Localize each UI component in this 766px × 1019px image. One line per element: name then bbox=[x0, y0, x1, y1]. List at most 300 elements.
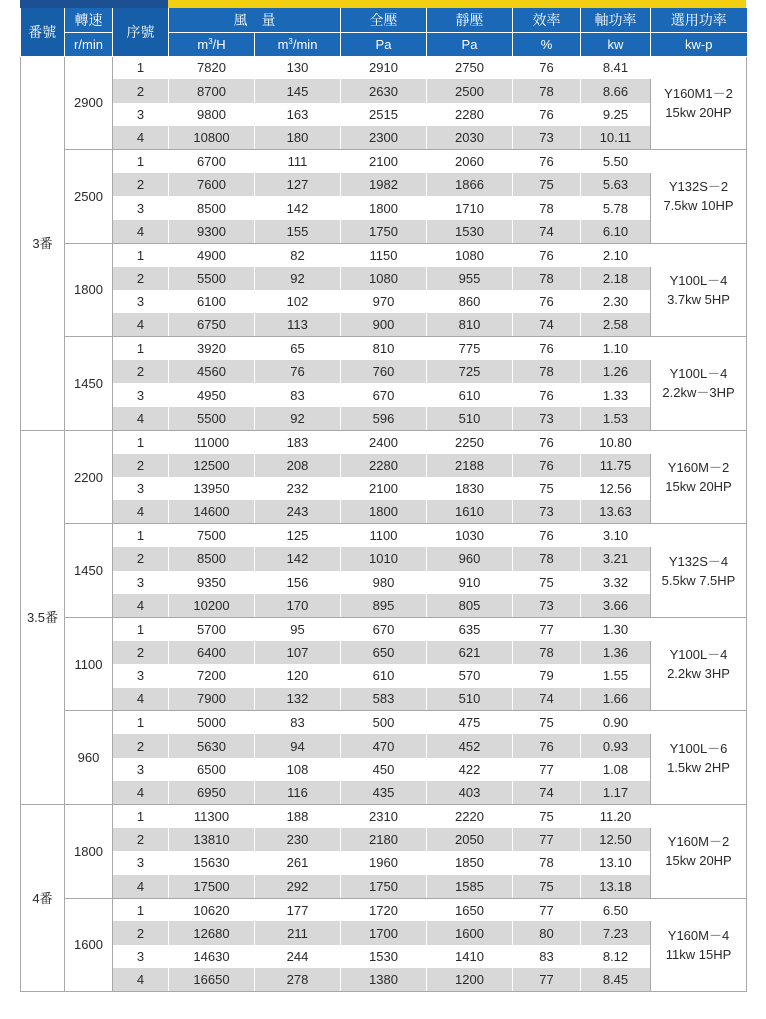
motor-power: 2.2kw－3HP bbox=[662, 385, 735, 401]
airflow-m3min-cell: 111 bbox=[255, 150, 341, 173]
airflow-m3min-cell: 92 bbox=[255, 407, 341, 430]
motor-model: Y132S－4 bbox=[668, 553, 729, 569]
airflow-m3h-cell: 5630 bbox=[169, 734, 255, 757]
efficiency-cell: 75 bbox=[513, 571, 581, 594]
total-pressure-cell: 1080 bbox=[341, 267, 427, 290]
total-pressure-cell: 2910 bbox=[341, 56, 427, 79]
fan-number-cell: 3番 bbox=[21, 56, 65, 430]
motor-cell bbox=[651, 337, 747, 431]
total-pressure-cell: 2100 bbox=[341, 150, 427, 173]
total-pressure-cell: 2300 bbox=[341, 126, 427, 149]
airflow-m3h-cell: 4560 bbox=[169, 360, 255, 383]
motor-cell bbox=[651, 243, 747, 337]
airflow-m3h-cell: 7600 bbox=[169, 173, 255, 196]
shaft-power-cell: 5.50 bbox=[581, 150, 651, 173]
efficiency-cell: 73 bbox=[513, 500, 581, 523]
airflow-m3min-cell: 125 bbox=[255, 524, 341, 547]
fan-number-cell: 4番 bbox=[21, 805, 65, 992]
static-pressure-cell: 2188 bbox=[427, 454, 513, 477]
airflow-m3h-cell: 5000 bbox=[169, 711, 255, 734]
airflow-m3min-cell: 108 bbox=[255, 758, 341, 781]
shaft-power-cell: 8.41 bbox=[581, 56, 651, 79]
shaft-power-cell: 13.63 bbox=[581, 500, 651, 523]
table-row bbox=[21, 921, 747, 944]
seq-cell: 2 bbox=[113, 79, 169, 102]
seq-cell: 4 bbox=[113, 875, 169, 898]
motor-model: Y160M－4 bbox=[667, 927, 730, 943]
table-row bbox=[21, 781, 747, 804]
static-pressure-cell: 910 bbox=[427, 571, 513, 594]
static-pressure-cell: 1585 bbox=[427, 875, 513, 898]
seq-cell: 1 bbox=[113, 430, 169, 453]
seq-cell: 3 bbox=[113, 383, 169, 406]
total-pressure-cell: 470 bbox=[341, 734, 427, 757]
seq-cell: 3 bbox=[113, 945, 169, 968]
shaft-power-cell: 8.66 bbox=[581, 79, 651, 102]
airflow-m3h-cell: 12500 bbox=[169, 454, 255, 477]
motor-model: Y100L－4 bbox=[669, 272, 728, 288]
airflow-m3h-cell: 7820 bbox=[169, 56, 255, 79]
static-pressure-cell: 570 bbox=[427, 664, 513, 687]
efficiency-cell: 76 bbox=[513, 150, 581, 173]
table-row bbox=[21, 664, 747, 687]
airflow-m3h-cell: 9800 bbox=[169, 103, 255, 126]
speed-cell: 1100 bbox=[65, 617, 113, 711]
total-pressure-cell: 1700 bbox=[341, 921, 427, 944]
motor-cell bbox=[651, 524, 747, 618]
shaft-power-cell: 10.80 bbox=[581, 430, 651, 453]
total-pressure-cell: 670 bbox=[341, 383, 427, 406]
motor-model: Y160M－2 bbox=[667, 460, 730, 476]
efficiency-cell: 73 bbox=[513, 126, 581, 149]
seq-cell: 1 bbox=[113, 150, 169, 173]
header-motor: 選用功率 bbox=[651, 8, 747, 32]
shaft-power-cell: 5.78 bbox=[581, 196, 651, 219]
seq-cell: 4 bbox=[113, 594, 169, 617]
efficiency-cell: 75 bbox=[513, 875, 581, 898]
shaft-power-cell: 1.30 bbox=[581, 617, 651, 640]
seq-cell: 2 bbox=[113, 641, 169, 664]
efficiency-cell: 76 bbox=[513, 734, 581, 757]
shaft-power-cell: 3.21 bbox=[581, 547, 651, 570]
static-pressure-cell: 1610 bbox=[427, 500, 513, 523]
static-pressure-cell: 2060 bbox=[427, 150, 513, 173]
motor-power: 15kw 20HP bbox=[665, 479, 732, 495]
shaft-power-cell: 6.50 bbox=[581, 898, 651, 921]
airflow-m3min-cell: 292 bbox=[255, 875, 341, 898]
airflow-m3h-cell: 11300 bbox=[169, 805, 255, 828]
total-pressure-cell: 1100 bbox=[341, 524, 427, 547]
table-row bbox=[21, 617, 747, 640]
static-pressure-cell: 2750 bbox=[427, 56, 513, 79]
table-row bbox=[21, 524, 747, 547]
shaft-power-cell: 1.53 bbox=[581, 407, 651, 430]
seq-cell: 4 bbox=[113, 407, 169, 430]
table-row bbox=[21, 805, 747, 828]
header-row-1 bbox=[21, 8, 747, 32]
airflow-m3min-cell: 132 bbox=[255, 688, 341, 711]
airflow-m3h-cell: 6100 bbox=[169, 290, 255, 313]
airflow-m3min-cell: 232 bbox=[255, 477, 341, 500]
table-row bbox=[21, 688, 747, 711]
shaft-power-cell: 1.36 bbox=[581, 641, 651, 664]
total-pressure-cell: 1530 bbox=[341, 945, 427, 968]
shaft-power-cell: 11.75 bbox=[581, 454, 651, 477]
seq-cell: 1 bbox=[113, 337, 169, 360]
table-row bbox=[21, 641, 747, 664]
efficiency-cell: 76 bbox=[513, 337, 581, 360]
fan-spec-table bbox=[20, 8, 747, 992]
table-row bbox=[21, 430, 747, 453]
airflow-m3min-cell: 156 bbox=[255, 571, 341, 594]
airflow-m3min-cell: 243 bbox=[255, 500, 341, 523]
airflow-m3h-cell: 8700 bbox=[169, 79, 255, 102]
shaft-power-cell: 3.32 bbox=[581, 571, 651, 594]
static-pressure-cell: 805 bbox=[427, 594, 513, 617]
static-pressure-cell: 725 bbox=[427, 360, 513, 383]
seq-cell: 2 bbox=[113, 454, 169, 477]
header-seq: 序號 bbox=[113, 8, 169, 56]
airflow-m3h-cell: 4900 bbox=[169, 243, 255, 266]
table-row bbox=[21, 828, 747, 851]
table-row bbox=[21, 711, 747, 734]
total-pressure-cell: 650 bbox=[341, 641, 427, 664]
efficiency-cell: 76 bbox=[513, 430, 581, 453]
airflow-m3h-cell: 15630 bbox=[169, 851, 255, 874]
shaft-power-cell: 2.30 bbox=[581, 290, 651, 313]
airflow-m3h-cell: 8500 bbox=[169, 196, 255, 219]
total-pressure-cell: 970 bbox=[341, 290, 427, 313]
seq-cell: 3 bbox=[113, 103, 169, 126]
table-row bbox=[21, 150, 747, 173]
airflow-m3min-cell: 130 bbox=[255, 56, 341, 79]
total-pressure-cell: 1380 bbox=[341, 968, 427, 991]
speed-cell: 1600 bbox=[65, 898, 113, 992]
total-pressure-cell: 2310 bbox=[341, 805, 427, 828]
efficiency-cell: 76 bbox=[513, 243, 581, 266]
efficiency-cell: 76 bbox=[513, 454, 581, 477]
unit-m3h: $m^3/H$ bbox=[169, 32, 255, 56]
total-pressure-cell: 500 bbox=[341, 711, 427, 734]
shaft-power-cell: 13.18 bbox=[581, 875, 651, 898]
motor-power: 1.5kw 2HP bbox=[667, 759, 730, 775]
table-row bbox=[21, 500, 747, 523]
static-pressure-cell: 1600 bbox=[427, 921, 513, 944]
seq-cell: 4 bbox=[113, 688, 169, 711]
efficiency-cell: 76 bbox=[513, 524, 581, 547]
static-pressure-cell: 1530 bbox=[427, 220, 513, 243]
seq-cell: 1 bbox=[113, 56, 169, 79]
efficiency-cell: 77 bbox=[513, 617, 581, 640]
airflow-m3min-cell: 145 bbox=[255, 79, 341, 102]
table-row bbox=[21, 571, 747, 594]
seq-cell: 4 bbox=[113, 220, 169, 243]
shaft-power-cell: 1.33 bbox=[581, 383, 651, 406]
static-pressure-cell: 2280 bbox=[427, 103, 513, 126]
efficiency-cell: 74 bbox=[513, 781, 581, 804]
header-fan-no: 番號 bbox=[21, 8, 65, 56]
table-row bbox=[21, 360, 747, 383]
total-pressure-cell: 1960 bbox=[341, 851, 427, 874]
shaft-power-cell: 6.10 bbox=[581, 220, 651, 243]
efficiency-cell: 78 bbox=[513, 196, 581, 219]
total-pressure-cell: 895 bbox=[341, 594, 427, 617]
static-pressure-cell: 1080 bbox=[427, 243, 513, 266]
efficiency-cell: 77 bbox=[513, 898, 581, 921]
seq-cell: 1 bbox=[113, 898, 169, 921]
airflow-m3h-cell: 6950 bbox=[169, 781, 255, 804]
airflow-m3h-cell: 6750 bbox=[169, 313, 255, 336]
airflow-m3min-cell: 142 bbox=[255, 196, 341, 219]
table-row bbox=[21, 477, 747, 500]
shaft-power-cell: 1.66 bbox=[581, 688, 651, 711]
airflow-m3h-cell: 13950 bbox=[169, 477, 255, 500]
total-pressure-cell: 670 bbox=[341, 617, 427, 640]
seq-cell: 1 bbox=[113, 805, 169, 828]
airflow-m3h-cell: 6400 bbox=[169, 641, 255, 664]
table-row bbox=[21, 383, 747, 406]
airflow-m3h-cell: 11000 bbox=[169, 430, 255, 453]
total-pressure-cell: 450 bbox=[341, 758, 427, 781]
speed-cell: 1450 bbox=[65, 524, 113, 618]
airflow-m3h-cell: 10800 bbox=[169, 126, 255, 149]
motor-model: Y160M1－2 bbox=[664, 85, 733, 101]
airflow-m3min-cell: 183 bbox=[255, 430, 341, 453]
static-pressure-cell: 1850 bbox=[427, 851, 513, 874]
shaft-power-cell: 8.45 bbox=[581, 968, 651, 991]
static-pressure-cell: 1710 bbox=[427, 196, 513, 219]
seq-cell: 3 bbox=[113, 664, 169, 687]
static-pressure-cell: 635 bbox=[427, 617, 513, 640]
airflow-m3min-cell: 127 bbox=[255, 173, 341, 196]
motor-power: 15kw 20HP bbox=[665, 853, 732, 869]
seq-cell: 1 bbox=[113, 524, 169, 547]
efficiency-cell: 76 bbox=[513, 56, 581, 79]
seq-cell: 3 bbox=[113, 571, 169, 594]
airflow-m3min-cell: 65 bbox=[255, 337, 341, 360]
airflow-m3min-cell: 155 bbox=[255, 220, 341, 243]
static-pressure-cell: 621 bbox=[427, 641, 513, 664]
unit-m3min: $m^3/\min$ bbox=[255, 32, 341, 56]
airflow-m3h-cell: 7900 bbox=[169, 688, 255, 711]
shaft-power-cell: 3.66 bbox=[581, 594, 651, 617]
seq-cell: 2 bbox=[113, 173, 169, 196]
shaft-power-cell: 9.25 bbox=[581, 103, 651, 126]
speed-cell: 960 bbox=[65, 711, 113, 805]
shaft-power-cell: 8.12 bbox=[581, 945, 651, 968]
efficiency-cell: 75 bbox=[513, 173, 581, 196]
airflow-m3min-cell: 170 bbox=[255, 594, 341, 617]
static-pressure-cell: 1200 bbox=[427, 968, 513, 991]
airflow-m3min-cell: 83 bbox=[255, 711, 341, 734]
motor-power: 15kw 20HP bbox=[665, 104, 732, 120]
shaft-power-cell: 1.17 bbox=[581, 781, 651, 804]
motor-cell bbox=[651, 56, 747, 150]
table-row bbox=[21, 968, 747, 991]
shaft-power-cell: 1.10 bbox=[581, 337, 651, 360]
airflow-m3h-cell: 13810 bbox=[169, 828, 255, 851]
motor-cell bbox=[651, 805, 747, 899]
table-row bbox=[21, 313, 747, 336]
header-total-pressure: 全壓 bbox=[341, 8, 427, 32]
airflow-m3min-cell: 83 bbox=[255, 383, 341, 406]
static-pressure-cell: 475 bbox=[427, 711, 513, 734]
static-pressure-cell: 2500 bbox=[427, 79, 513, 102]
airflow-m3min-cell: 102 bbox=[255, 290, 341, 313]
total-pressure-cell: 1750 bbox=[341, 875, 427, 898]
airflow-m3min-cell: 113 bbox=[255, 313, 341, 336]
airflow-m3h-cell: 10200 bbox=[169, 594, 255, 617]
table-row bbox=[21, 220, 747, 243]
efficiency-cell: 75 bbox=[513, 477, 581, 500]
speed-cell: 2200 bbox=[65, 430, 113, 524]
seq-cell: 1 bbox=[113, 617, 169, 640]
motor-cell bbox=[651, 711, 747, 805]
airflow-m3h-cell: 16650 bbox=[169, 968, 255, 991]
airflow-m3h-cell: 3920 bbox=[169, 337, 255, 360]
efficiency-cell: 78 bbox=[513, 79, 581, 102]
table-row bbox=[21, 851, 747, 874]
efficiency-cell: 77 bbox=[513, 968, 581, 991]
header-shaft-power: 軸功率 bbox=[581, 8, 651, 32]
airflow-m3h-cell: 9300 bbox=[169, 220, 255, 243]
motor-cell bbox=[651, 617, 747, 711]
table-row bbox=[21, 290, 747, 313]
total-pressure-cell: 2630 bbox=[341, 79, 427, 102]
header-airflow: 風 量 bbox=[169, 8, 341, 32]
airflow-m3min-cell: 76 bbox=[255, 360, 341, 383]
total-pressure-cell: 2280 bbox=[341, 454, 427, 477]
motor-model: Y100L－6 bbox=[669, 740, 728, 756]
shaft-power-cell: 11.20 bbox=[581, 805, 651, 828]
airflow-m3min-cell: 180 bbox=[255, 126, 341, 149]
speed-cell: 1800 bbox=[65, 243, 113, 337]
airflow-m3min-cell: 177 bbox=[255, 898, 341, 921]
efficiency-cell: 75 bbox=[513, 711, 581, 734]
efficiency-cell: 75 bbox=[513, 805, 581, 828]
total-pressure-cell: 760 bbox=[341, 360, 427, 383]
total-pressure-cell: 2515 bbox=[341, 103, 427, 126]
efficiency-cell: 79 bbox=[513, 664, 581, 687]
table-row bbox=[21, 173, 747, 196]
shaft-power-cell: 12.50 bbox=[581, 828, 651, 851]
motor-cell bbox=[651, 430, 747, 524]
unit-pa-static: Pa bbox=[427, 32, 513, 56]
seq-cell: 4 bbox=[113, 500, 169, 523]
seq-cell: 1 bbox=[113, 711, 169, 734]
total-pressure-cell: 2180 bbox=[341, 828, 427, 851]
seq-cell: 2 bbox=[113, 734, 169, 757]
total-pressure-cell: 980 bbox=[341, 571, 427, 594]
table-row bbox=[21, 267, 747, 290]
efficiency-cell: 78 bbox=[513, 267, 581, 290]
airflow-m3min-cell: 92 bbox=[255, 267, 341, 290]
table-row bbox=[21, 56, 747, 79]
airflow-m3min-cell: 82 bbox=[255, 243, 341, 266]
airflow-m3h-cell: 5700 bbox=[169, 617, 255, 640]
accent-blue bbox=[20, 0, 168, 8]
efficiency-cell: 83 bbox=[513, 945, 581, 968]
airflow-m3h-cell: 6700 bbox=[169, 150, 255, 173]
motor-power: 11kw 15HP bbox=[665, 946, 732, 962]
shaft-power-cell: 7.23 bbox=[581, 921, 651, 944]
shaft-power-cell: 12.56 bbox=[581, 477, 651, 500]
airflow-m3min-cell: 120 bbox=[255, 664, 341, 687]
total-pressure-cell: 1150 bbox=[341, 243, 427, 266]
unit-pa-total: Pa bbox=[341, 32, 427, 56]
top-accent-bar bbox=[0, 0, 766, 8]
unit-kw: kw bbox=[581, 32, 651, 56]
total-pressure-cell: 583 bbox=[341, 688, 427, 711]
static-pressure-cell: 610 bbox=[427, 383, 513, 406]
seq-cell: 4 bbox=[113, 968, 169, 991]
seq-cell: 3 bbox=[113, 196, 169, 219]
table-row bbox=[21, 898, 747, 921]
efficiency-cell: 77 bbox=[513, 828, 581, 851]
airflow-m3h-cell: 5500 bbox=[169, 267, 255, 290]
airflow-m3min-cell: 94 bbox=[255, 734, 341, 757]
efficiency-cell: 78 bbox=[513, 851, 581, 874]
airflow-m3min-cell: 211 bbox=[255, 921, 341, 944]
seq-cell: 2 bbox=[113, 547, 169, 570]
static-pressure-cell: 955 bbox=[427, 267, 513, 290]
total-pressure-cell: 1010 bbox=[341, 547, 427, 570]
efficiency-cell: 78 bbox=[513, 360, 581, 383]
table-row bbox=[21, 126, 747, 149]
efficiency-cell: 73 bbox=[513, 407, 581, 430]
efficiency-cell: 74 bbox=[513, 313, 581, 336]
motor-power: 5.5kw 7.5HP bbox=[661, 572, 736, 588]
efficiency-cell: 76 bbox=[513, 290, 581, 313]
motor-model: Y100L－4 bbox=[669, 366, 728, 382]
airflow-m3h-cell: 14600 bbox=[169, 500, 255, 523]
total-pressure-cell: 2400 bbox=[341, 430, 427, 453]
seq-cell: 2 bbox=[113, 828, 169, 851]
shaft-power-cell: 3.10 bbox=[581, 524, 651, 547]
efficiency-cell: 77 bbox=[513, 758, 581, 781]
total-pressure-cell: 1800 bbox=[341, 196, 427, 219]
efficiency-cell: 78 bbox=[513, 547, 581, 570]
airflow-m3min-cell: 142 bbox=[255, 547, 341, 570]
table-row bbox=[21, 407, 747, 430]
shaft-power-cell: 13.10 bbox=[581, 851, 651, 874]
table-row bbox=[21, 243, 747, 266]
header-speed: 轉速 bbox=[65, 8, 113, 32]
static-pressure-cell: 2220 bbox=[427, 805, 513, 828]
airflow-m3h-cell: 9350 bbox=[169, 571, 255, 594]
shaft-power-cell: 1.55 bbox=[581, 664, 651, 687]
shaft-power-cell: 0.93 bbox=[581, 734, 651, 757]
total-pressure-cell: 1800 bbox=[341, 500, 427, 523]
shaft-power-cell: 0.90 bbox=[581, 711, 651, 734]
efficiency-cell: 74 bbox=[513, 220, 581, 243]
static-pressure-cell: 775 bbox=[427, 337, 513, 360]
seq-cell: 3 bbox=[113, 290, 169, 313]
airflow-m3h-cell: 10620 bbox=[169, 898, 255, 921]
static-pressure-cell: 2250 bbox=[427, 430, 513, 453]
shaft-power-cell: 10.11 bbox=[581, 126, 651, 149]
static-pressure-cell: 1830 bbox=[427, 477, 513, 500]
efficiency-cell: 80 bbox=[513, 921, 581, 944]
airflow-m3h-cell: 6500 bbox=[169, 758, 255, 781]
seq-cell: 3 bbox=[113, 851, 169, 874]
speed-cell: 1800 bbox=[65, 805, 113, 899]
airflow-m3h-cell: 5500 bbox=[169, 407, 255, 430]
motor-power: 2.2kw 3HP bbox=[667, 666, 730, 682]
airflow-m3min-cell: 95 bbox=[255, 617, 341, 640]
table-row bbox=[21, 196, 747, 219]
table-row bbox=[21, 337, 747, 360]
